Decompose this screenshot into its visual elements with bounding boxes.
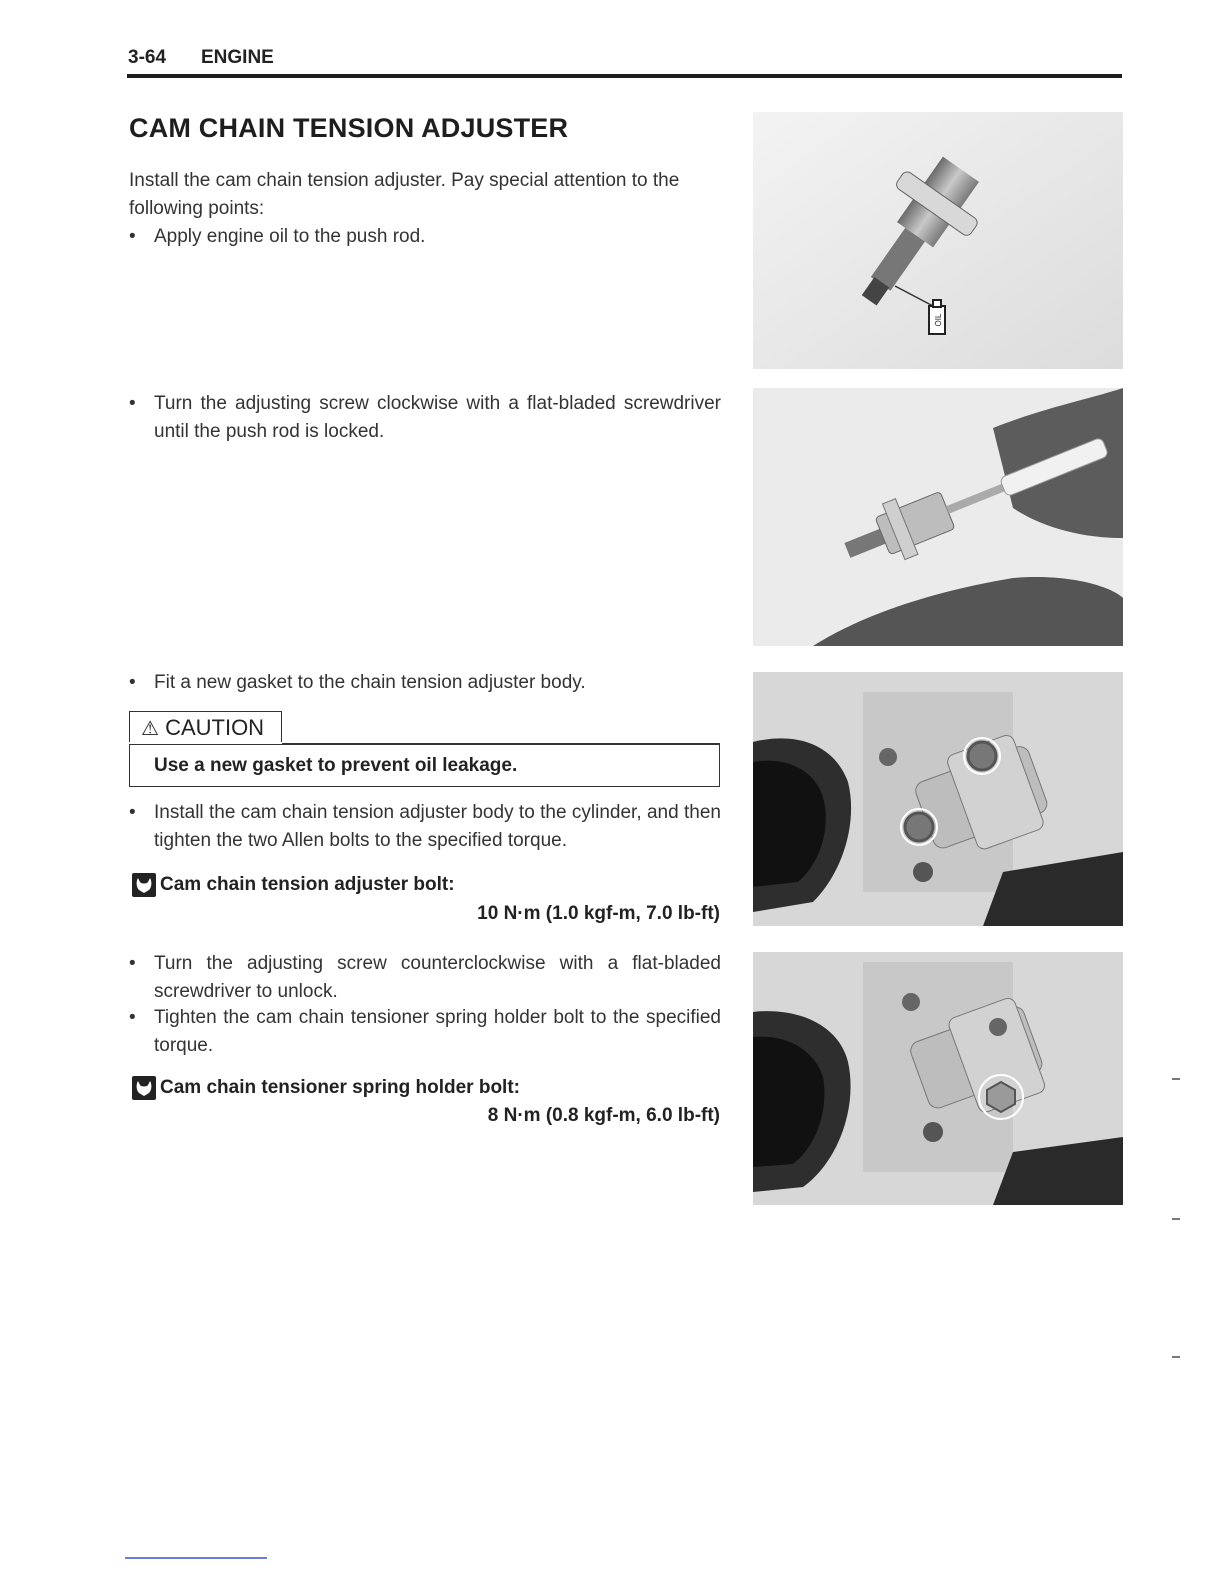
- torque-label-adjuster-bolt: [131, 872, 455, 898]
- torque-value-adjuster-bolt: 10 N·m (1.0 kgf-m, 7.0 lb-ft): [477, 903, 720, 924]
- caution-label: CAUTION: [165, 715, 265, 740]
- photo-adjusting-screwdriver: [753, 388, 1123, 646]
- bullet-dot: •: [129, 1007, 136, 1028]
- torque-label-text: Cam chain tension adjuster bolt:: [160, 874, 455, 895]
- page-number: 3-64: [128, 47, 167, 68]
- torque-wrench-icon: [131, 1075, 157, 1101]
- bullet-fit-gasket: [129, 669, 721, 697]
- caution-box: Use a new gasket to prevent oil leakage.: [129, 744, 720, 787]
- torque-value-spring-holder-bolt: 8 N·m (0.8 kgf-m, 6.0 lb-ft): [487, 1105, 720, 1126]
- torque-label-spring-holder-bolt: [131, 1075, 520, 1101]
- photo-spring-holder-bolt: [753, 952, 1123, 1205]
- screwdriver-illustration: [753, 388, 1123, 646]
- edge-mark: [1172, 1218, 1180, 1220]
- bullet-turn-clockwise: [129, 390, 721, 446]
- edge-mark: [1172, 1078, 1180, 1080]
- footer-line: [125, 1557, 267, 1559]
- bullet-text: Apply engine oil to the push rod.: [154, 226, 426, 247]
- torque-wrench-icon: [131, 872, 157, 898]
- bullet-text: Tighten the cam chain tensioner spring holder bolt to the specified torque.: [154, 1007, 721, 1056]
- bullet-turn-counterclockwise: [129, 950, 721, 1006]
- oil-can-label: OIL: [934, 313, 943, 327]
- bullet-dot: •: [129, 953, 136, 974]
- edge-mark: [1172, 1356, 1180, 1358]
- intro-paragraph: Install the cam chain tension adjuster. Pay special attention to the following points:: [129, 170, 680, 219]
- header-rule: [127, 74, 1122, 78]
- bullet-install-body: [129, 799, 721, 855]
- bullet-text: Fit a new gasket to the chain tension adjuster body.: [154, 672, 586, 693]
- bullet-dot: •: [129, 226, 136, 247]
- warning-triangle-icon: ⚠: [141, 718, 159, 740]
- installed-illustration: [753, 672, 1123, 926]
- bullet-text: Turn the adjusting screw clockwise with a flat-bladed screwdriver until the push rod is locked.: [154, 393, 721, 442]
- torque-label-text: Cam chain tensioner spring holder bolt:: [160, 1077, 520, 1098]
- adjuster-illustration: [753, 112, 1123, 369]
- spring-bolt-illustration: [753, 952, 1123, 1205]
- page-title: CAM CHAIN TENSION ADJUSTER: [129, 113, 569, 143]
- bullet-dot: •: [129, 672, 136, 693]
- photo-adjuster-installed: [753, 672, 1123, 926]
- section-title: ENGINE: [201, 47, 274, 68]
- caution-header: [129, 711, 282, 742]
- bullet-text: Turn the adjusting screw counterclockwise with a flat-bladed screwdriver to unlock.: [154, 953, 721, 1002]
- bullet-dot: •: [129, 802, 136, 823]
- photo-adjuster-oiling: [753, 112, 1123, 369]
- bullet-spring-holder-bolt: [129, 1004, 721, 1060]
- bullet-apply-oil: [129, 223, 721, 251]
- bullet-dot: •: [129, 393, 136, 414]
- bullet-text: Install the cam chain tension adjuster body to the cylinder, and then tighten the two Allen bolts to the specified torque.: [154, 802, 721, 851]
